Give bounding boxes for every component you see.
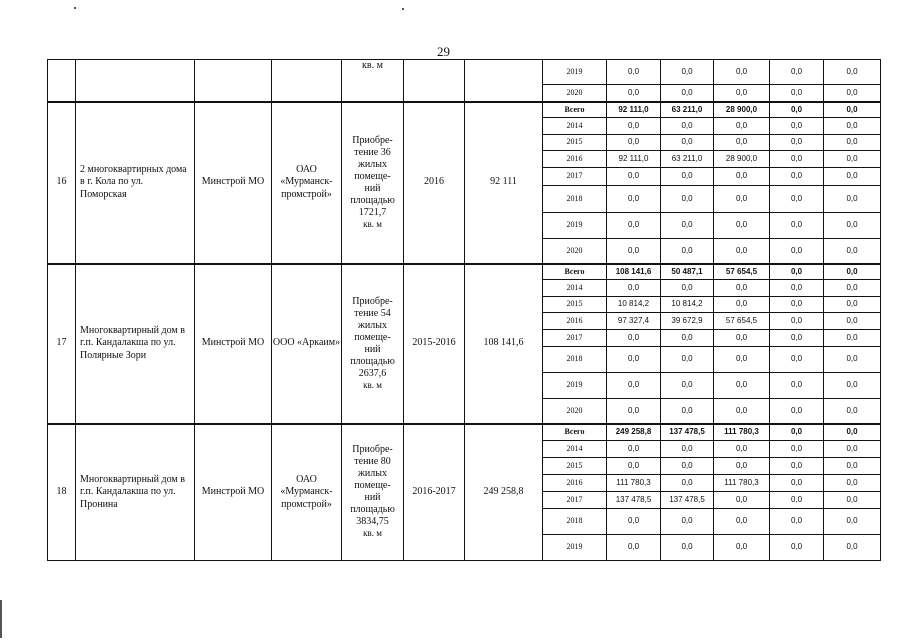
amount-cell: 0,0 [714,186,770,213]
amount-cell: 0,0 [607,118,661,135]
table-row [48,424,881,441]
amount-cell: 0,0 [661,347,714,373]
amount-cell: 0,0 [714,60,770,85]
amount-cell: 0,0 [824,330,881,347]
amount-cell: 10 814,2 [661,297,714,313]
amount-cell: 63 211,0 [661,102,714,118]
cost-cell: 92 111 [465,102,543,264]
developer-cell: ОАО «Мурманск-промстрой» [272,102,342,264]
amount-cell: 0,0 [714,441,770,458]
amount-cell: 0,0 [824,85,881,102]
customer-cell: Минстрой МО [195,264,272,424]
amount-cell: 0,0 [714,280,770,297]
amount-cell: 0,0 [824,297,881,313]
amount-cell: 0,0 [824,135,881,151]
amount-cell: 0,0 [607,373,661,399]
amount-cell: 0,0 [661,475,714,492]
amount-cell: 0,0 [824,186,881,213]
amount-cell: 0,0 [607,441,661,458]
amount-cell: 0,0 [770,475,824,492]
year-cell: 2015 [543,458,607,475]
amount-cell: 0,0 [824,535,881,561]
amount-cell: 0,0 [824,60,881,85]
amount-cell: 0,0 [824,458,881,475]
item-number-cell: 18 [48,424,76,561]
amount-cell: 0,0 [824,475,881,492]
description-cell: Приобре- тение 54 жилых помеще- ний площадью 2637,6 кв. м [342,264,404,424]
amount-cell: 0,0 [770,347,824,373]
amount-cell: 0,0 [661,135,714,151]
table-row [48,264,881,280]
item-number-cell [48,60,76,102]
amount-cell: 0,0 [607,168,661,186]
amount-cell: 0,0 [607,280,661,297]
amount-cell: 0,0 [824,441,881,458]
scan-speck [402,8,404,10]
year-cell: 2019 [543,60,607,85]
description-cell: Приобре- тение 80 жилых помеще- ний площадью 3834,75 кв. м [342,424,404,561]
amount-cell: 0,0 [824,213,881,239]
year-cell: 2017 [543,168,607,186]
amount-cell: 39 672,9 [661,313,714,330]
amount-cell: 0,0 [770,509,824,535]
amount-cell: 57 654,5 [714,313,770,330]
year-cell: 2014 [543,441,607,458]
amount-cell: 0,0 [661,213,714,239]
amount-cell: 0,0 [824,151,881,168]
year-cell: 2019 [543,213,607,239]
amount-cell: 0,0 [824,118,881,135]
amount-cell: 0,0 [824,168,881,186]
table-row [48,102,881,118]
amount-cell: 137 478,5 [661,492,714,509]
amount-cell: 0,0 [661,509,714,535]
amount-cell: 0,0 [770,330,824,347]
amount-cell: 0,0 [824,347,881,373]
year-cell: 2016 [543,313,607,330]
amount-cell: 0,0 [770,399,824,424]
program-table [47,59,881,561]
amount-cell: 0,0 [824,313,881,330]
amount-cell: 0,0 [770,264,824,280]
amount-cell: 0,0 [770,85,824,102]
table-body [48,60,881,561]
amount-cell: 0,0 [770,297,824,313]
item-number-cell: 17 [48,264,76,424]
amount-cell: 0,0 [824,509,881,535]
amount-cell: 92 111,0 [607,102,661,118]
amount-cell: 0,0 [714,399,770,424]
year-cell: 2016 [543,475,607,492]
amount-cell: 0,0 [661,85,714,102]
unit-label: кв. м [363,528,382,539]
amount-cell: 0,0 [607,85,661,102]
amount-cell: 0,0 [770,492,824,509]
customer-cell: Минстрой МО [195,424,272,561]
amount-cell: 0,0 [607,213,661,239]
amount-cell: 0,0 [714,85,770,102]
amount-cell: 0,0 [661,441,714,458]
amount-cell: 0,0 [661,60,714,85]
period-cell [404,60,465,102]
year-cell: Всего [543,264,607,280]
table-row [48,60,881,85]
page-number: 29 [437,44,450,59]
amount-cell: 0,0 [607,535,661,561]
amount-cell: 137 478,5 [661,424,714,441]
year-cell: 2018 [543,509,607,535]
amount-cell: 0,0 [770,213,824,239]
amount-cell: 0,0 [770,441,824,458]
year-cell: 2018 [543,186,607,213]
developer-cell: ООО «Аркаим» [272,264,342,424]
year-cell: Всего [543,102,607,118]
amount-cell: 0,0 [714,213,770,239]
amount-cell: 57 654,5 [714,264,770,280]
customer-cell [195,60,272,102]
amount-cell: 0,0 [714,297,770,313]
developer-cell: ОАО «Мурманск-промстрой» [272,424,342,561]
year-cell: 2015 [543,297,607,313]
description-cell: Приобре- тение 36 жилых помеще- ний площадью 1721,7 кв. м [342,102,404,264]
amount-cell: 63 211,0 [661,151,714,168]
amount-cell: 0,0 [824,373,881,399]
year-cell: 2019 [543,373,607,399]
amount-cell: 0,0 [661,168,714,186]
period-cell: 2015-2016 [404,264,465,424]
year-cell: 2016 [543,151,607,168]
amount-cell: 0,0 [770,135,824,151]
amount-cell: 0,0 [661,535,714,561]
amount-cell: 0,0 [607,330,661,347]
amount-cell: 0,0 [714,118,770,135]
amount-cell: 0,0 [661,458,714,475]
amount-cell: 0,0 [824,280,881,297]
amount-cell: 0,0 [770,186,824,213]
amount-cell: 0,0 [770,118,824,135]
amount-cell: 0,0 [824,264,881,280]
period-cell: 2016 [404,102,465,264]
year-cell: 2014 [543,280,607,297]
amount-cell: 111 780,3 [714,424,770,441]
amount-cell: 0,0 [714,535,770,561]
amount-cell: 0,0 [607,239,661,264]
year-cell: 2015 [543,135,607,151]
amount-cell: 0,0 [770,535,824,561]
cost-cell [465,60,543,102]
year-cell: 2017 [543,492,607,509]
amount-cell: 0,0 [714,239,770,264]
customer-cell: Минстрой МО [195,102,272,264]
amount-cell: 108 141,6 [607,264,661,280]
amount-cell: 0,0 [824,399,881,424]
amount-cell: 0,0 [770,373,824,399]
amount-cell: 0,0 [770,60,824,85]
developer-cell [272,60,342,102]
year-cell: 2020 [543,239,607,264]
amount-cell: 0,0 [714,168,770,186]
amount-cell: 10 814,2 [607,297,661,313]
amount-cell: 0,0 [661,118,714,135]
scan-speck [74,7,76,9]
amount-cell: 0,0 [824,239,881,264]
amount-cell: 0,0 [661,280,714,297]
amount-cell: 0,0 [770,151,824,168]
amount-cell: 97 327,4 [607,313,661,330]
amount-cell: 0,0 [607,135,661,151]
amount-cell: 0,0 [714,458,770,475]
period-cell: 2016-2017 [404,424,465,561]
unit-label: кв. м [363,218,382,229]
amount-cell: 0,0 [714,492,770,509]
amount-cell: 0,0 [824,492,881,509]
year-cell: 2020 [543,399,607,424]
amount-cell: 111 780,3 [714,475,770,492]
amount-cell: 0,0 [770,168,824,186]
amount-cell: 0,0 [770,102,824,118]
amount-cell: 249 258,8 [607,424,661,441]
amount-cell: 0,0 [607,399,661,424]
amount-cell: 0,0 [824,102,881,118]
year-cell: 2014 [543,118,607,135]
amount-cell: 0,0 [607,347,661,373]
amount-cell: 0,0 [714,330,770,347]
amount-cell: 0,0 [661,399,714,424]
object-name-cell: Многоквартирный дом в г.п. Кандалакша по ул. Полярные Зори [76,264,195,424]
amount-cell: 0,0 [714,509,770,535]
amount-cell: 0,0 [661,186,714,213]
scan-edge-mark [0,600,2,638]
amount-cell: 0,0 [714,135,770,151]
amount-cell: 0,0 [661,373,714,399]
amount-cell: 50 487,1 [661,264,714,280]
year-cell: 2018 [543,347,607,373]
amount-cell: 0,0 [714,373,770,399]
amount-cell: 111 780,3 [607,475,661,492]
amount-cell: 28 900,0 [714,102,770,118]
cost-cell: 249 258,8 [465,424,543,561]
amount-cell: 0,0 [824,424,881,441]
object-name-cell: Многоквартирный дом в г.п. Кандалакша по ул. Пронина [76,424,195,561]
year-cell: 2017 [543,330,607,347]
item-number-cell: 16 [48,102,76,264]
year-cell: 2019 [543,535,607,561]
amount-cell: 137 478,5 [607,492,661,509]
amount-cell: 0,0 [607,458,661,475]
amount-cell: 0,0 [607,60,661,85]
object-name-cell: 2 многоквартирных дома в г. Кола по ул. Поморская [76,102,195,264]
amount-cell: 0,0 [770,313,824,330]
amount-cell: 0,0 [770,280,824,297]
amount-cell: 0,0 [661,330,714,347]
description-cell: кв. м [342,60,404,102]
amount-cell: 0,0 [770,458,824,475]
amount-cell: 92 111,0 [607,151,661,168]
unit-label: кв. м [363,379,382,390]
amount-cell: 0,0 [607,186,661,213]
amount-cell: 0,0 [770,424,824,441]
object-name-cell [76,60,195,102]
year-cell: 2020 [543,85,607,102]
cost-cell: 108 141,6 [465,264,543,424]
amount-cell: 0,0 [770,239,824,264]
amount-cell: 0,0 [607,509,661,535]
year-cell: Всего [543,424,607,441]
amount-cell: 28 900,0 [714,151,770,168]
amount-cell: 0,0 [714,347,770,373]
amount-cell: 0,0 [661,239,714,264]
